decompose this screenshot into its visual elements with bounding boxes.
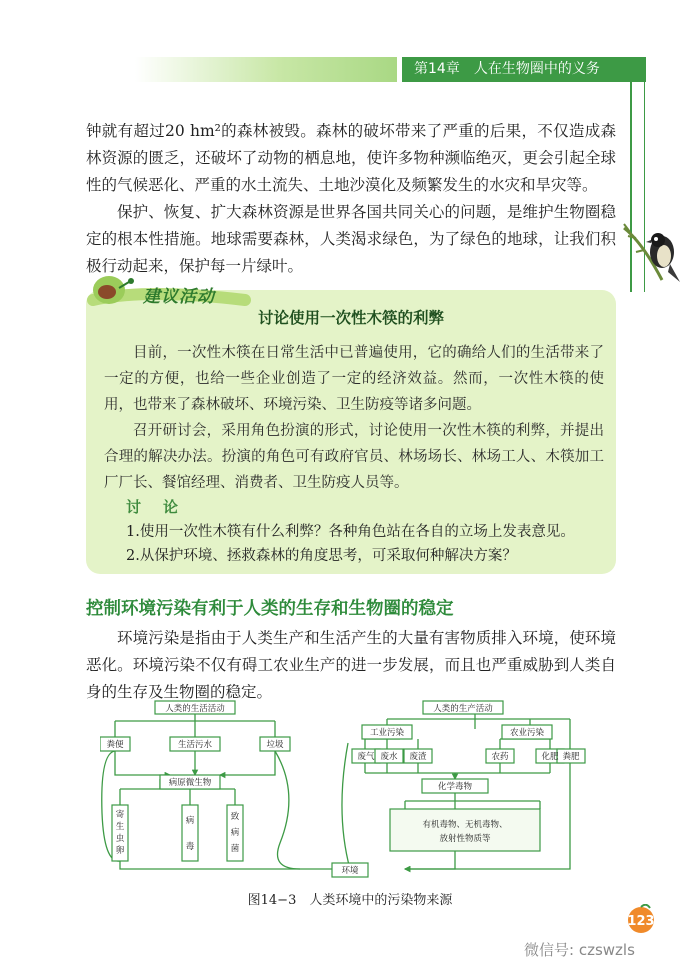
discussion-question-1: 1.使用一次性木筷有什么利弊？各种角色站在各自的立场上发表意见。 [126, 524, 575, 540]
diagram-parasite-3: 虫 [115, 834, 125, 844]
diagram-manure: 粪肥 [562, 752, 580, 762]
activity-box [86, 290, 616, 574]
diagram-bacteria-3: 菌 [230, 844, 240, 854]
diagram-chemical-toxins: 化学毒物 [437, 782, 473, 792]
page-number: 123 [627, 914, 655, 929]
diagram-pesticide: 农药 [491, 752, 509, 762]
diagram-production-activity: 人类的生产活动 [433, 704, 493, 714]
diagram-toxins-line-1: 有机毒物、无机毒物、 [422, 820, 508, 830]
bird-illustration [622, 222, 682, 284]
intro-paragraph-1: 钟就有超过20 hm²的森林被毁。森林的破坏带来了严重的后果，不仅造成森林资源的匮乏，还破坏了动物的栖息地，使许多物种濒临绝灭，更会引起全球性的气候恶化、严重的水土流失、土地沙漠化及频繁发生的水灾和旱灾等。 [86, 122, 616, 194]
figure-caption: 图14−3 人类环境中的污染物来源 [247, 893, 453, 908]
diagram-bacteria-2: 病 [230, 828, 240, 838]
diagram-environment: 环境 [341, 866, 359, 876]
chapter-header: 第14章 人在生物圈中的义务 [402, 57, 646, 82]
diagram-virus-1: 病 [185, 816, 195, 826]
diagram-waste-gas: 废气 [357, 752, 375, 762]
diagram-industrial-pollution: 工业污染 [369, 728, 405, 738]
diagram-garbage: 垃圾 [266, 740, 284, 750]
diagram-toxins-line-2: 放射性物质等 [439, 834, 491, 844]
diagram-virus-2: 毒 [185, 842, 195, 852]
discussion-question-2: 2.从保护环境、拯救森林的角度思考，可采取何种解决方案？ [126, 548, 517, 564]
diagram-waste-water: 废水 [380, 752, 398, 762]
header-gradient-bar [135, 57, 397, 82]
diagram-bacteria-1: 致 [230, 812, 240, 822]
discussion-label: 讨论 [126, 498, 201, 516]
diagram-parasite-1: 寄 [115, 810, 125, 820]
activity-badge-label: 建议活动 [143, 287, 215, 307]
diagram-life-activity: 人类的生活活动 [165, 704, 225, 714]
diagram-sewage: 生活污水 [177, 740, 213, 750]
diagram-waste-residue: 废渣 [409, 752, 427, 762]
diagram-feces: 粪便 [106, 740, 124, 750]
activity-paragraph-2: 召开研讨会，采用角色扮演的形式，讨论使用一次性木筷的利弊，并提出合理的解决办法。扮演的角色可有政府官员、林场场长、林场工人、木筷加工厂厂长、餐馆经理、消费者、卫生防疫人员等。 [104, 423, 604, 491]
pollution-source-diagram [100, 693, 600, 883]
watermark: 微信号: czswzls [524, 941, 635, 959]
section-heading: 控制环境污染有利于人类的生存和生物圈的稳定 [86, 599, 454, 619]
section-paragraph: 环境污染是指由于人类生产和生活产生的大量有害物质排入环境，使环境恶化。环境污染不仅有碍工农业生产的进一步发展，而且也严重威胁到人类自身的生存及生物圈的稳定。 [86, 629, 616, 701]
activity-paragraph-1: 目前，一次性木筷在日常生活中已普遍使用，它的确给人们的生活带来了一定的方便，也给一些企业创造了一定的经济效益。然而，一次性木筷的使用，也带来了森林破坏、环境污染、卫生防疫等诸多问题。 [104, 345, 604, 413]
diagram-agricultural-pollution: 农业污染 [509, 728, 545, 738]
intro-paragraph-2: 保护、恢复、扩大森林资源是世界各国共同关心的问题，是维护生物圈稳定的根本性措施。地球需要森林，人类渴求绿色，为了绿色的地球，让我们积极行动起来，保护每一片绿叶。 [86, 203, 616, 275]
activity-title: 讨论使用一次性木筷的利弊 [257, 309, 444, 327]
diagram-parasite-2: 生 [115, 822, 125, 832]
diagram-fertilizer: 化肥 [541, 752, 559, 762]
diagram-pathogen: 病原微生物 [168, 778, 212, 788]
page-number-badge [626, 904, 656, 934]
diagram-parasite-4: 卵 [115, 846, 125, 856]
